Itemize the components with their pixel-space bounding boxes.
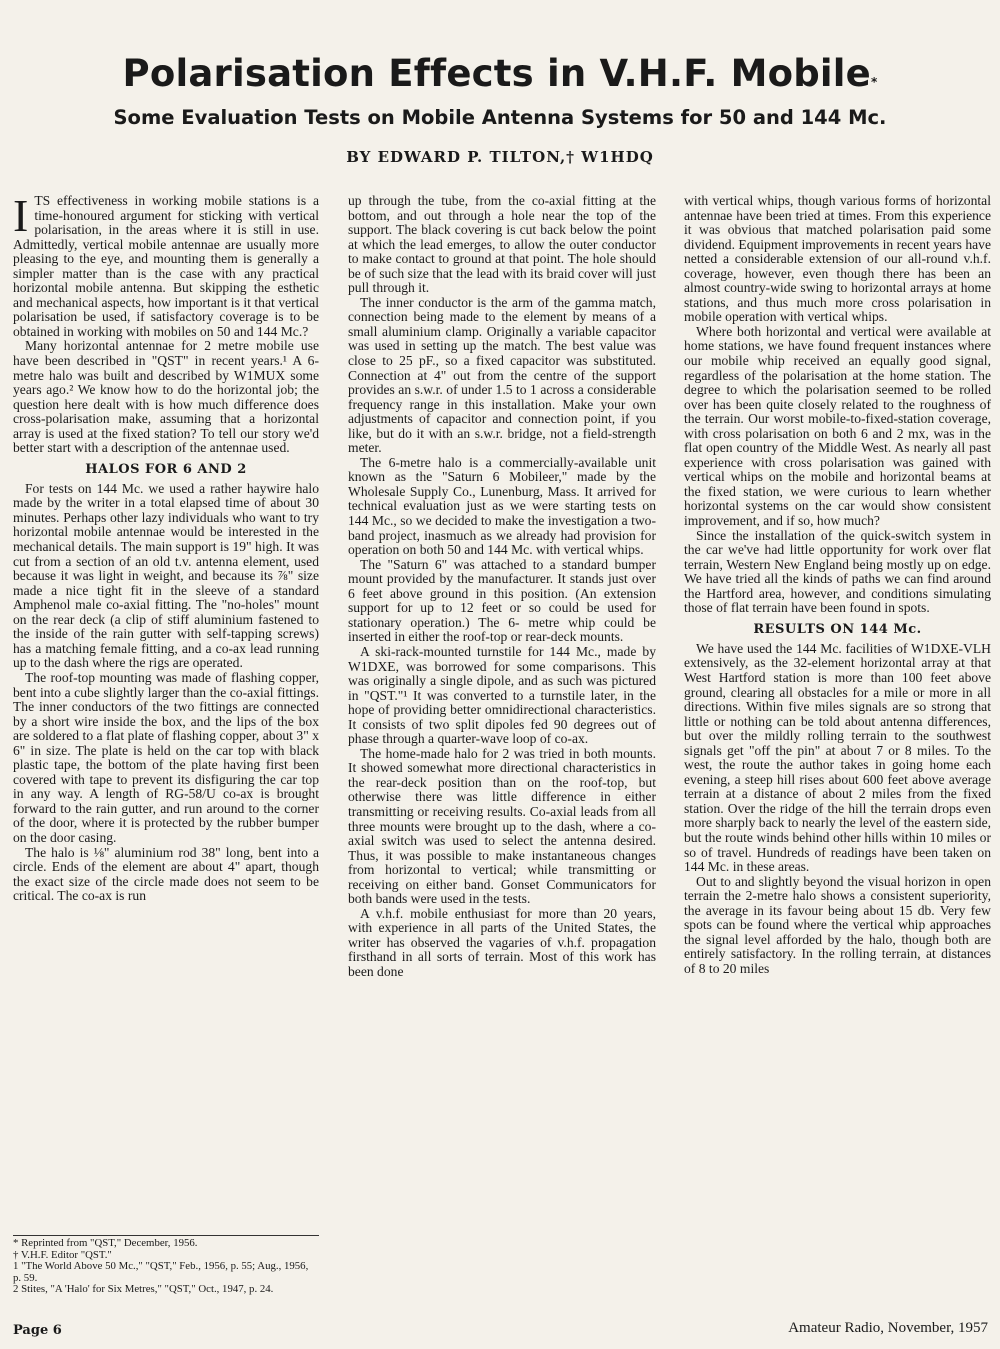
paragraph: Out to and slightly beyond the visual horizon in open terrain the 2-metre halo shows a consistent superiority, the average in its favour being about 15 db. Very few spots can be found where the vertical whip approaches the signal level afforded by the halo, though both are entirely satisfactory. In the rolling terrain, at distances of 8 to 20 miles: [684, 873, 991, 976]
paragraph: The home-made halo for 2 was tried in both mounts. It showed somewhat more directional characteristics in the rear-deck position than on the roof-top, but otherwise there was little difference in either transmitting or receiving results. Co-axial leads from all three mounts were brought up to the dash, where a co-axial switch was used to select the antenna desired. Thus, it was possible to make instantaneous changes from horizontal to vertical; while transmitting or receiving on either band. Gonset Communicators for both bands were used in the tests.: [348, 745, 656, 907]
paragraph: The halo is ⅛" aluminium rod 38" long, bent into a circle. Ends of the element are about 4" apart, though the exact size of the circle made does not seem to be critical. The co-ax is run: [13, 844, 319, 904]
article-byline: BY EDWARD P. TILTON,† W1HDQ: [346, 148, 654, 166]
title-footnote-mark: *: [870, 75, 878, 89]
footnote: † V.H.F. Editor "QST.": [13, 1248, 112, 1261]
article-subtitle: Some Evaluation Tests on Mobile Antenna Systems for 50 and 144 Mc.: [113, 106, 887, 129]
column-3: [684, 194, 991, 976]
article-title-text: Polarisation Effects in V.H.F. Mobile: [122, 52, 871, 95]
drop-cap: I: [13, 190, 29, 241]
paragraph: The roof-top mounting was made of flashing copper, bent into a cube slightly larger than the co-axial fittings. The inner conductors of the two fittings are connected by a short wire inside the box, and the lips of the box are soldered to a flat plate of flashing copper, about 3" x 6" in size. The plate is held on the car top with black plastic tape, the bottom of the plate having first been covered with tape to prevent its disfiguring the car top in any way. A length of RG-58/U co-ax is brought forward to the rain gutter, and run around to the corner of the door, where it is protected by the rubber bumper on the door casing.: [13, 669, 319, 845]
page-number: Page 6: [13, 1323, 62, 1338]
paragraph: The inner conductor is the arm of the gamma match, connection being made to the element by means of a small aluminium clamp. Originally a variable capacitor was used in setting up the match. The best value was close to 25 pF., so a fixed capacitor was substituted. Connection at 4" out from the centre of the support provides an s.w.r. of under 1.5 to 1 across a considerable frequency range in this installation. Make your own adjustments of capacitor and connection point, if you like, but do it with an s.w.r. bridge, not a field-strength meter.: [348, 294, 656, 456]
paragraph: The 6-metre halo is a commercially-available unit known as the "Saturn 6 Mobileer," made by the Wholesale Supply Co., Lunenburg, Mass. It arrived for technical evaluation just as we were starting tests on 144 Mc., so we decided to make the investigation a two-band project, inasmuch as we already had provision for operation on both 50 and 144 Mc. with vertical whips.: [348, 454, 656, 558]
section-heading: HALOS FOR 6 AND 2: [85, 461, 247, 477]
paragraph: Many horizontal antennae for 2 metre mobile use have been described in "QST" in recent years.¹ A 6-metre halo was built and described by W1MUX some years ago.² We know how to do the horizontal job; the question here dealt with is how much difference does cross-polarisation make, assuming that a horizontal array is used at the fixed station? To tell our story we'd better start with a description of the antennae used.: [13, 338, 319, 456]
column-2: [348, 194, 656, 980]
paragraph: A v.h.f. mobile enthusiast for more than 20 years, with experience in all parts of the United States, the writer has observed the vagaries of v.h.f. propagation firsthand in all sorts of terrain. Most of this work has been done: [348, 905, 656, 979]
paragraph: [13, 190, 319, 339]
paragraph: Since the installation of the quick-switch system in the car we've had little opportunity for work over flat terrain, Western New England being mostly up on edge. We have tried all the kinds of paths we can find around the Hartford area, however, and conditions simulating those of flat terrain have been found in spots.: [684, 527, 991, 616]
paragraph: up through the tube, from the co-axial fitting at the bottom, and out through a hole near the top of the support. The black covering is cut back below the point at which the lead emerges, to allow the outer conductor to make contact to ground at that point. The hole should be of such size that the lead with its braid cover will just pull through it.: [348, 193, 656, 296]
section-heading: RESULTS ON 144 Mc.: [753, 621, 922, 637]
footnote: * Reprinted from "QST," December, 1956.: [13, 1237, 198, 1249]
paragraph: Where both horizontal and vertical were available at home stations, we have found frequent instances where our mobile whip received an equally good signal, regardless of the polarisation at the home station. The degree to which the polarisation seemed to be rolled over has been quite closely related to the roughness of the terrain. Our worst mobile-to-fixed-station coverage, with cross polarisation on both 6 and 2 mx, was in the flat open country of the Middle West. As nearly all past experience with cross polarisation was gained with vertical whips on the mobile and horizontal beams at the fixed station, we were curious to learn whether horizontal systems on the car would show consistent improvement, and if so, how much?: [684, 323, 991, 529]
paragraph: For tests on 144 Mc. we used a rather haywire halo made by the writer in a total elapsed time of about 30 minutes. Perhaps other lazy individuals who want to try horizontal mobile antennae would be interested in the mechanical details. The main support is 19" high. It was cut from a section of an old t.v. antenna element, used because it was light in weight, and because its ⅞" size made a nice tight fit in the sleeve of a standard Amphenol male co-axial fitting. The "no-holes" mount on the rear deck (a clip of stiff aluminium fastened to the inside of the rain gutter with self-tapping screws) has a matching female fitting, and a co-ax lead running up to the dash where the rigs are operated.: [13, 480, 319, 671]
footnotes: [13, 1235, 319, 1296]
article-title: [0, 48, 1000, 100]
paragraph: A ski-rack-mounted turnstile for 144 Mc., made by W1DXE, was borrowed for some comparisons. This was originally a single dipole, and as such was pictured in "QST."¹ It was converted to a turnstile later, in the hope of providing better omnidirectional characteristics. It consists of two split dipoles fed 90 degrees out of phase through a quarter-wave loop of co-ax.: [348, 643, 656, 747]
footnote: 1 "The World Above 50 Mc.," "QST," Feb., 1956, p. 55; Aug., 1956, p. 59.: [13, 1260, 309, 1284]
paragraph-text: TS effectiveness in working mobile stations is a time-honoured argument for sticking with vertical polarisation, in the areas where it is still in use. Admittedly, vertical mobile antennae are usually more pleasing to the eye, and mounting them is generally a simpler matter than is the case with any practical horizontal mobile antenna. But skipping the esthetic and mechanical aspects, how important is it that vertical polarisation be used, if satisfactory coverage is to be obtained in working with mobiles on 50 and 144 Mc.?: [13, 193, 319, 339]
paragraph: The "Saturn 6" was attached to a standard bumper mount provided by the manufacturer. It stands just over 6 feet above ground in this position. (An extension support for up to 12 feet or so could be used for stationary operation.) The 6- metre whip could be inserted in either the roof-top or rear-deck mounts.: [348, 556, 656, 645]
issue-info: Amateur Radio, November, 1957: [788, 1320, 988, 1336]
paragraph: with vertical whips, though various forms of horizontal antennae have been tried at times. From this experience it was obvious that matched polarisation paid some dividend. Equipment improvements in recent years have netted a considerable extension of our all-round v.h.f. coverage, however, even though there has been an almost country-wide swing to horizontal arrays at home stations, and thus much more cross polarisation in mobile operation with vertical whips.: [684, 193, 991, 325]
paragraph: We have used the 144 Mc. facilities of W1DXE-VLH extensively, as the 32-element horizontal array at that West Hartford station is more than 100 feet above ground, clearing all obstacles for a mile or more in all directions. Within five miles signals are so strong that little or nothing can be told about antenna differences, but over the mildly rolling terrain to the southwest signals get "off the pin" at about 7 or 8 miles. To the west, the route the author takes in going home each evening, a steep hill rises about 600 feet above average terrain at a distance of about 2 miles from the fixed station. Over the ridge of the hill the terrain drops even more sharply back to nearly the level of the eastern side, but the route winds behind other hills within 10 miles or so of travel. Hundreds of readings have been taken on 144 Mc. in these areas.: [684, 640, 991, 875]
column-1: [13, 190, 319, 904]
footnote: 2 Stites, "A 'Halo' for Six Metres," "QST," Oct., 1947, p. 24.: [13, 1283, 274, 1295]
